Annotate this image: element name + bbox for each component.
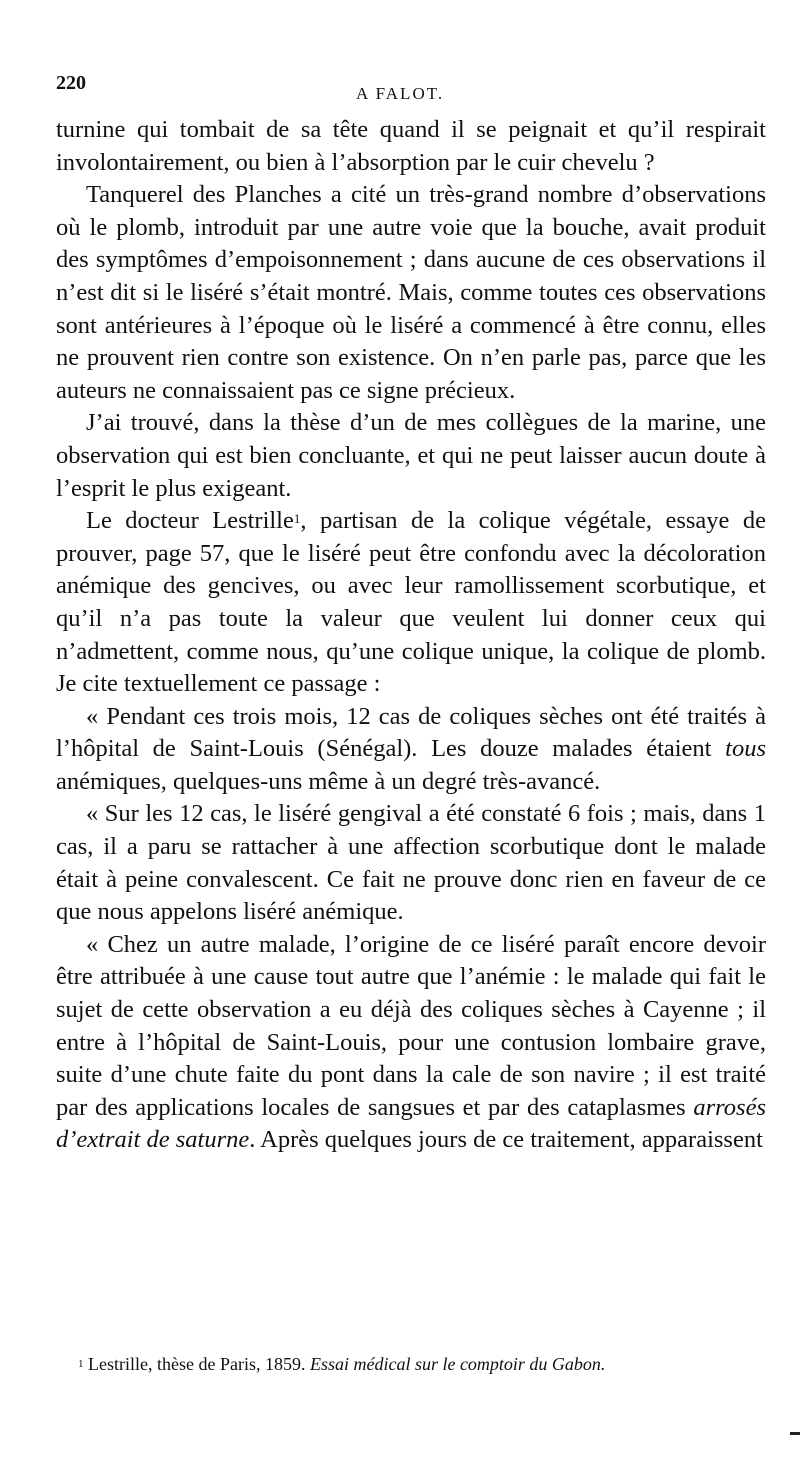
paragraph-text: « Pendant ces trois mois, 12 cas de coliques sèches ont été traités à l’hôpital de Saint-Louis (Sénégal). Les douze malades étaient	[56, 702, 766, 763]
paragraph-2	[56, 179, 766, 407]
paragraph-text: « Sur les 12 cas, le liséré gengival a été constaté 6 fois ; mais, dans 1 cas, il a paru se rattacher à une affection scorbutique dont le malade était à peine convalescent. Ce fait ne prouve donc rien en faveur de ce que nous appelons liséré anémique.	[56, 800, 766, 926]
running-title: A FALOT.	[356, 84, 445, 103]
paragraph-text: anémiques, quelques-uns même à un degré très-avancé.	[56, 767, 601, 795]
footnote-text: Lestrille, thèse de Paris, 1859.	[83, 1354, 310, 1374]
footnote-reference: 1	[293, 511, 301, 527]
paragraph-text: Tanquerel des Planches a cité un très-grand nombre d’observations où le plomb, introduit par une autre voie que la bouche, avait produit des symptômes d’empoisonnement ; dans aucune de ces observations il n’est dit si le liséré s’était montré. Mais, comme toutes ces observations sont antérieures à l’époque où le liséré a commencé à être connu, elles ne prouvent rien contre son existence. On n’en parle pas, parce que les auteurs ne connaissaient pas ce signe précieux.	[56, 181, 766, 404]
paragraph-text: , partisan de la colique végétale, essaye de prouver, page 57, que le liséré peut être confondu avec la décoloration anémique des gencives, ou avec leur ramollissement scorbutique, et qu’il n’a pas toute la valeur que veulent lui donner ceux qui n’admettent, comme nous, qu’une colique unique, la colique de plomb. Je cite textuellement ce passage :	[56, 507, 766, 698]
italic-text: arrosés d’extrait de saturne	[56, 1093, 766, 1154]
paragraph-5	[56, 701, 766, 799]
footnote-italic-title: Essai médical sur le comptoir du Gabon.	[309, 1354, 606, 1374]
page-number: 220	[56, 72, 86, 94]
paragraph-3	[56, 407, 766, 505]
italic-text: tous	[725, 735, 766, 763]
body-text	[56, 114, 766, 1157]
footnote	[60, 1352, 760, 1376]
paragraph-text: Le docteur Lestrille	[86, 507, 294, 535]
page-header	[56, 72, 756, 108]
paragraph-text: « Chez un autre malade, l’origine de ce liséré paraît encore devoir être attribuée à une cause tout autre que l’anémie : le malade qui fait le sujet de cette observation a eu déjà des coliques sèches à Cayenne ; il entre à l’hôpital de Saint-Louis, pour une contusion lombaire grave, suite d’une chute faite du pont dans la cale de son navire ; il est traité par des applications locales de sangsues et par des cataplasmes	[56, 930, 766, 1121]
paragraph-1	[56, 114, 766, 179]
scan-edge-mark	[790, 1432, 800, 1435]
footnote-marker: 1	[78, 1358, 84, 1370]
paragraph-6	[56, 798, 766, 928]
paragraph-text: turnine qui tombait de sa tête quand il se peignait et qu’il respirait involontairement, ou bien à l’absorption par le cuir chevelu ?	[56, 116, 766, 176]
paragraph-4	[56, 505, 766, 701]
paragraph-text: J’ai trouvé, dans la thèse d’un de mes collègues de la marine, une observation qui est bien concluante, et qui ne peut laisser aucun doute à l’esprit le plus exigeant.	[56, 409, 766, 502]
paragraph-text: . Après quelques jours de ce traitement, apparaissent	[249, 1126, 763, 1154]
paragraph-7	[56, 929, 766, 1157]
